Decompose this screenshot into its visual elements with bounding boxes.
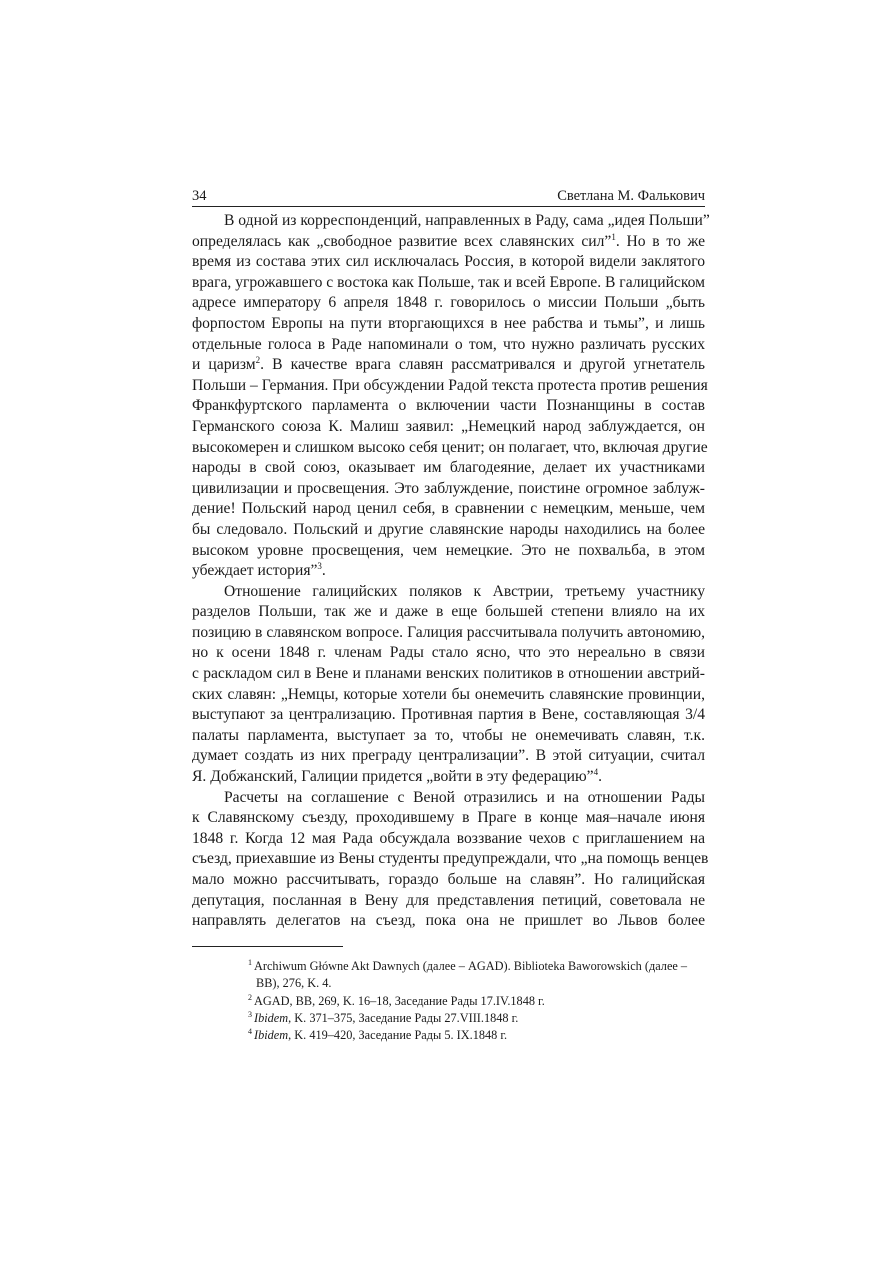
text-line <box>192 746 705 767</box>
footnote-separator <box>192 946 343 947</box>
text-run: В одной из корреспонденций, направленных в Раду, сама „идея Польши” <box>224 212 710 229</box>
footnote-ref: 2 <box>255 355 261 366</box>
running-head-author: Светлана М. Фалькович <box>557 188 705 204</box>
text-run: 1848 г. Когда 12 мая Рада обсуждала воззвание чехов с приглашением на <box>192 829 705 847</box>
text-line <box>192 561 705 582</box>
footnote <box>248 958 708 975</box>
page-number: 34 <box>192 188 207 204</box>
italic-text: Ibidem <box>254 1028 289 1043</box>
text-run: и царизм <box>192 356 256 374</box>
text-line <box>192 623 705 644</box>
text-run: народы в свой союз, оказывает им благодеяние, делает их участниками <box>192 459 705 477</box>
text-line <box>192 273 705 294</box>
text-line <box>192 788 705 809</box>
text-line <box>192 767 705 788</box>
footnote <box>248 1010 708 1027</box>
text-line <box>192 293 705 314</box>
text-run: Я. Добжанский, Галиции придется „войти в эту федерацию” <box>192 768 594 786</box>
text-run: , K. 371–375, Заседание Рады 27.VIII.1848 г. <box>288 1010 519 1025</box>
text-run: адресе императору 6 апреля 1848 г. говорилось о миссии Польши „быть <box>192 294 705 312</box>
text-run: определялась как „свободное развитие всех славянских сил” <box>192 232 612 250</box>
text-run: . В качестве врага славян рассматривался и другой угнетатель <box>260 356 705 374</box>
text-run: . <box>598 768 602 786</box>
text-run: бы следовало. Польский и другие славянские народы находились на более <box>192 520 705 538</box>
text-line <box>192 417 705 438</box>
text-run: разделов Польши, так же и даже в еще большей степени влияло на их <box>192 603 705 621</box>
footnotes <box>248 958 708 1044</box>
text-run: выступают за централизацию. Противная партия в Вене, составляющая 3/4 <box>192 706 705 724</box>
text-run: дение! Польский народ ценил себя, в сравнении с немецким, меньше, чем <box>192 500 705 518</box>
footnote-ref: 1 <box>611 231 616 242</box>
footnote-number: 3 <box>248 1009 252 1019</box>
text-line <box>192 355 705 376</box>
text-line <box>192 520 705 541</box>
text-run: мало можно рассчитывать, гораздо больше на славян”. Но галицийская <box>192 871 705 888</box>
text-line <box>192 499 705 520</box>
text-line <box>192 458 705 479</box>
text-line <box>192 911 705 932</box>
text-run: убеждает история” <box>192 562 318 580</box>
text-run: AGAD, BB, 269, K. 16–18, Заседание Рады 17.IV.1848 г. <box>254 993 545 1008</box>
text-run: Archiwum Główne Akt Dawnych (далее – AGAD). Biblioteka Baworowskich (далее – <box>254 959 688 973</box>
text-run: к Славянскому съезду, проходившему в Праге в конце мая–начале июня <box>192 809 705 827</box>
text-run: BB), 276, K. 4. <box>256 976 332 991</box>
text-run: думает создать из них преграду централизации”. В этой ситуации, считал <box>192 747 705 765</box>
text-line <box>192 376 708 397</box>
text-run: цивилизации и просвещения. Это заблуждение, поистине огромное заблуж- <box>192 479 705 497</box>
footnote <box>248 975 708 992</box>
text-run: Отношение галицийских поляков к Австрии, третьему участнику <box>224 582 705 600</box>
text-line <box>192 891 705 912</box>
text-run: Расчеты на соглашение с Веной отразились и на отношении Рады <box>224 788 705 806</box>
text-line <box>192 582 705 603</box>
text-line <box>192 726 705 747</box>
text-line <box>192 602 705 623</box>
text-line <box>192 849 709 870</box>
paragraph <box>192 211 710 582</box>
text-line <box>192 396 705 417</box>
text-line <box>192 808 705 829</box>
text-run: позицию в славянском вопросе. Галиция рассчитывала получить автономию, <box>192 623 705 641</box>
text-run: съезд, приехавшие из Вены студенты предупреждали, что „на помощь венцев <box>192 850 709 868</box>
text-line <box>192 438 708 459</box>
body-text <box>192 211 710 932</box>
footnote-number: 2 <box>248 992 252 1002</box>
text-run: ских славян: „Немцы, которые хотели бы онемечить славянские провинции, <box>192 685 705 703</box>
text-run: . Но в то же <box>615 232 706 250</box>
text-run: направлять делегатов на съезд, пока она не пришлет во Львов более <box>192 912 705 930</box>
text-run: палаты парламента, выступает за то, чтобы не онемечивать славян, т.к. <box>192 726 705 744</box>
text-run: время из состава этих сил исключалась Россия, в которой видели заклятого <box>192 253 705 271</box>
text-run: с раскладом сил в Вене и планами венских политиков в отношении австрий- <box>192 665 705 683</box>
text-run: высокомерен и слишком высоко себя ценит; он полагает, что, включая другие <box>192 438 708 456</box>
footnote-ref: 3 <box>317 561 322 572</box>
text-line <box>192 685 705 706</box>
running-header <box>192 186 705 207</box>
footnote <box>248 993 708 1010</box>
text-run: форпостом Европы на пути вторгающихся в нее рабства и тьмы”, и лишь <box>192 314 705 332</box>
footnote-number: 1 <box>248 958 252 967</box>
text-line <box>192 314 705 335</box>
text-run: отдельные голоса в Раде напоминали о том, что нужно различать русских <box>192 335 705 353</box>
text-line <box>192 705 705 726</box>
text-line <box>192 664 705 685</box>
text-line <box>192 232 705 253</box>
text-run: врага, угрожавшего с востока как Польше, так и всей Европе. В галицийском <box>192 273 705 291</box>
paragraph <box>192 582 705 788</box>
footnote <box>248 1027 708 1044</box>
paragraph <box>192 788 709 932</box>
text-run: Франкфуртского парламента о включении части Познанщины в состав <box>192 397 705 415</box>
text-run: Польши – Германия. При обсуждении Радой текста протеста против решения <box>192 376 708 394</box>
text-line <box>192 829 705 850</box>
text-run: но к осени 1848 г. членам Рады стало ясно, что это нереально в связи <box>192 644 705 662</box>
text-line <box>192 541 705 562</box>
footnote-ref: 4 <box>593 767 599 778</box>
text-line <box>192 479 705 500</box>
italic-text: Ibidem <box>254 1010 289 1025</box>
text-line <box>192 335 705 356</box>
footnote-number: 4 <box>248 1027 252 1037</box>
text-run: Германского союза К. Малиш заявил: „Немецкий народ заблуждается, он <box>192 417 705 435</box>
text-line <box>192 870 705 891</box>
text-run: . <box>321 562 326 580</box>
text-line <box>192 252 705 273</box>
text-run: , K. 419–420, Заседание Рады 5. IX.1848 г. <box>288 1028 508 1043</box>
text-run: высоком уровне просвещения, чем немецкие. Это не похвальба, в этом <box>192 541 705 559</box>
text-line <box>192 643 705 664</box>
text-run: депутация, посланная в Вену для представления петиций, советовала не <box>192 891 705 909</box>
text-line <box>192 211 710 232</box>
